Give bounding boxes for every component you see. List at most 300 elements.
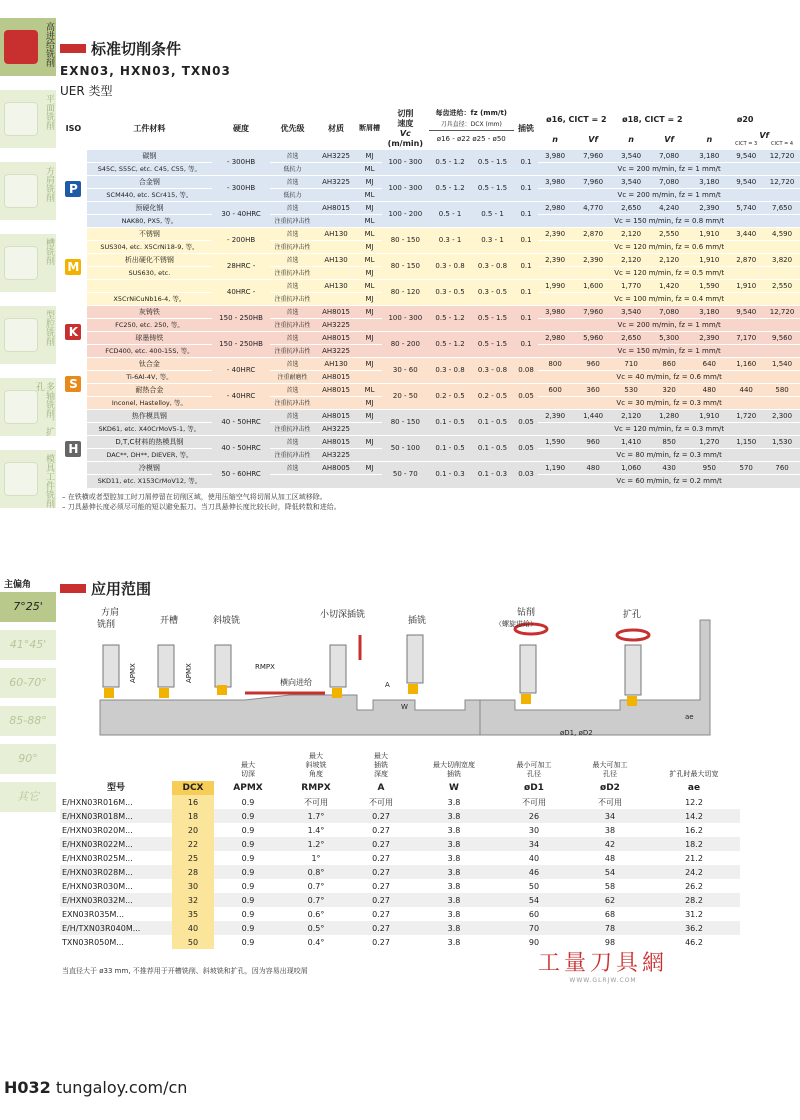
value-v4: 4,590	[764, 228, 800, 241]
table-cell: 0.9	[214, 809, 282, 823]
material-name: 析出硬化不锈钢	[87, 254, 212, 267]
material-name: 不锈钢	[87, 228, 212, 241]
value-n18: 1,770	[614, 280, 648, 293]
table-cell: 50	[528, 881, 540, 891]
table-cell: 不可用	[369, 797, 393, 807]
workpiece-right-shape	[480, 620, 710, 735]
feed-small: 0.5 - 1.2	[429, 150, 471, 176]
table-row	[60, 851, 740, 865]
app-c-d2: øD2	[600, 783, 620, 793]
value-n18: 530	[614, 384, 648, 397]
chipbreaker-2	[357, 345, 382, 358]
iso-badge: P	[65, 181, 81, 197]
table-cell: 0.8°	[282, 865, 350, 879]
table-cell: 0.27	[372, 853, 390, 863]
table-row	[60, 837, 740, 851]
label-ramp: 斜坡铣	[213, 616, 241, 626]
tool-shoulder-icon	[103, 645, 119, 687]
value-v3: 9,540	[728, 306, 764, 319]
grade-secondary: 低抗力	[270, 189, 315, 202]
cutting-speed: 80 - 120	[382, 280, 429, 306]
feed-large: 0.5 - 1.5	[471, 150, 513, 176]
grade-material: AH8015	[315, 332, 357, 345]
angle-item-2[interactable]: 60-70°	[0, 668, 56, 702]
app-h-dcx-blank	[172, 752, 214, 781]
label-bore: 扩孔	[623, 610, 642, 620]
plunge-feed: 0.1	[514, 228, 539, 254]
value-v3: 9,540	[728, 176, 764, 189]
feed-small: 0.2 - 0.5	[429, 384, 471, 410]
grade-material-2: AH3225	[315, 449, 357, 462]
value-n18: 3,540	[614, 150, 648, 163]
table-row	[60, 823, 740, 837]
iso-badge: K	[65, 324, 81, 340]
value-vf18: 860	[648, 358, 690, 371]
value-v3: 7,170	[728, 332, 764, 345]
value-v4: 9,560	[764, 332, 800, 345]
chipbreaker-2: MJ	[357, 241, 382, 254]
table-cell: 0.9	[214, 921, 282, 935]
model-cell: EXN03R035M...	[62, 909, 125, 919]
table-row	[60, 462, 800, 475]
value-n20: 1,590	[690, 280, 728, 293]
chipbreaker-2	[357, 449, 382, 462]
sidebar-item-1[interactable]	[0, 90, 56, 152]
value-n16: 3,980	[538, 176, 572, 189]
sidebar-item-2[interactable]	[0, 162, 56, 224]
footnote: 当直径大于 ø33 mm, 不推荐用于开槽铣削、斜坡铣和扩孔，因为容易出现咬屑	[62, 967, 308, 975]
table-cell: 18.2	[648, 837, 740, 851]
material-spec: SCM440, etc. SCr415, 等。	[87, 189, 212, 202]
n18-header: n	[628, 135, 634, 144]
model-cell: E/HXN03R028M...	[60, 865, 172, 879]
chipbreaker: MJ	[357, 358, 382, 371]
value-n20: 1,910	[690, 410, 728, 423]
chipbreaker: MJ	[357, 176, 382, 189]
app-c-w: W	[449, 783, 459, 793]
hardness: 40 - 50HRC	[212, 436, 270, 462]
value-n18: 2,120	[614, 254, 648, 267]
category-icon	[4, 174, 38, 208]
value-vf18: 850	[648, 436, 690, 449]
grade-header: 优先级	[280, 124, 305, 133]
material-name: 碳钢	[87, 150, 212, 163]
material-spec: NAK80, PX5, 等。	[87, 215, 212, 228]
value-n16: 2,980	[538, 202, 572, 215]
value-vf18: 4,240	[648, 202, 690, 215]
feed-large: 0.3 - 0.5	[471, 280, 513, 306]
model-cell: E/HXN03R025M...	[62, 853, 133, 863]
value-n20: 2,390	[690, 202, 728, 215]
feed-large: 0.1 - 0.5	[471, 436, 513, 462]
table-row	[60, 358, 800, 371]
label-w: W	[401, 703, 408, 711]
value-v3: 2,870	[728, 254, 764, 267]
hardness: - 300HB	[212, 150, 270, 176]
iso-badge: S	[65, 376, 81, 392]
table-cell: 58	[604, 881, 616, 891]
material-spec: S45C, S55C, etc. C45, C55, 等。	[87, 163, 212, 176]
grade-priority: 首选	[270, 410, 315, 423]
value-v3: 1,160	[728, 358, 764, 371]
sidebar-item-label: 模具工件铣削	[44, 454, 54, 508]
table-cell: 30	[528, 825, 540, 835]
sidebar-item-label: 型腔铣削	[44, 310, 54, 346]
app-h-apmx	[214, 752, 282, 781]
h-w-2: 插铣	[447, 770, 461, 778]
table-row	[60, 809, 740, 823]
tool-ramp-icon	[215, 645, 231, 687]
app-h-d1	[496, 752, 572, 781]
feed-large: 0.5 - 1.5	[471, 306, 513, 332]
sidebar-item-label: 多轴铣削、扩孔	[34, 382, 54, 436]
label-plunge: 插铣	[408, 616, 427, 626]
h-apmx-2: 切深	[241, 770, 255, 778]
grade-material: AH8005	[315, 462, 357, 475]
sidebar-item-0[interactable]	[0, 18, 56, 80]
plunge-feed: 0.03	[514, 462, 539, 488]
table-cell: 24.2	[648, 865, 740, 879]
value-v4: 12,720	[764, 176, 800, 189]
value-vf16: 360	[572, 384, 614, 397]
feed-large: 0.1 - 0.3	[471, 462, 513, 488]
value-vf18: 320	[648, 384, 690, 397]
sidebar-item-label: 平面铣削	[44, 94, 54, 130]
angle-item-1[interactable]: 41°45'	[0, 630, 56, 664]
category-icon	[4, 390, 38, 424]
value-vf18: 7,080	[648, 176, 690, 189]
table-cell: 34	[496, 837, 572, 851]
value-n20: 1,910	[690, 228, 728, 241]
value-vf16: 480	[572, 462, 614, 475]
table-cell: 1.4°	[307, 825, 325, 835]
tool-small-plunge-icon	[330, 645, 346, 687]
dcx-cell: 35	[172, 907, 214, 921]
material-spec: Inconel, Hastelloy, 等。	[87, 397, 212, 410]
table-cell: 1.2°	[282, 837, 350, 851]
chipbreaker: MJ	[357, 306, 382, 319]
grade-material-2	[315, 163, 357, 176]
cutting-speed: 50 - 70	[382, 462, 429, 488]
chipbreaker-2	[357, 475, 382, 488]
sidebar-item-label: 高进给铣削	[44, 22, 54, 67]
value-n18: 3,540	[614, 176, 648, 189]
value-n16: 1,990	[538, 280, 572, 293]
label-small-plunge: 小切深插铣	[320, 610, 366, 620]
table-cell: 3.8	[447, 825, 461, 835]
chipbreaker: ML	[357, 280, 382, 293]
value-n18: 2,650	[614, 202, 648, 215]
section-title-text: 标准切削条件	[91, 40, 182, 58]
cutting-speed: 80 - 150	[382, 254, 429, 280]
table-cell: 68	[604, 909, 616, 919]
g20-header: ø20	[736, 114, 754, 124]
hardness-header: 硬度	[233, 124, 250, 133]
angle-item-0[interactable]: 7°25'	[0, 592, 56, 626]
grade-material-2	[315, 293, 357, 306]
table-cell: 14.2	[648, 809, 740, 823]
table-cell: 3.8	[412, 809, 496, 823]
value-v4: 2,300	[764, 410, 800, 423]
cutting-speed: 80 - 200	[382, 332, 429, 358]
value-v3: 570	[728, 462, 764, 475]
table-cell: 0.9	[241, 881, 255, 891]
grade-priority: 首选	[270, 150, 315, 163]
table-cell: 98	[604, 937, 616, 947]
grade-material: AH130	[315, 228, 357, 241]
value-v4: 3,820	[764, 254, 800, 267]
watermark	[538, 946, 668, 984]
insert-icon	[332, 688, 342, 698]
table-cell: 3.8	[447, 881, 461, 891]
h-a-2: 插铣	[374, 761, 388, 769]
grade-priority: 首选	[270, 228, 315, 241]
table-row	[60, 228, 800, 241]
vc-h1: 切削	[397, 108, 414, 118]
chipbreaker-2	[357, 423, 382, 436]
table-row	[60, 384, 800, 397]
value-n16: 1,590	[538, 436, 572, 449]
table-cell: 38	[604, 825, 616, 835]
table-cell: 3.8	[412, 893, 496, 907]
vc-h2: 速度	[397, 118, 414, 128]
value-vf16: 2,390	[572, 254, 614, 267]
value-n18: 2,650	[614, 332, 648, 345]
table-cell: 0.27	[350, 809, 412, 823]
page-footer	[4, 1078, 187, 1097]
sidebar-item-4[interactable]	[0, 306, 56, 368]
section-title-text: 应用范围	[91, 580, 152, 598]
label-traverse: 横向进给	[280, 678, 312, 687]
label-ae: ae	[685, 713, 694, 721]
value-v3: 1,720	[728, 410, 764, 423]
sidebar-item-6[interactable]	[0, 450, 56, 512]
feed-large: 0.3 - 0.8	[471, 358, 513, 384]
section-title-application	[60, 578, 151, 599]
sidebar-item-label: 方肩铣削	[44, 166, 54, 202]
cutting-speed: 80 - 150	[382, 228, 429, 254]
category-icon	[4, 318, 38, 352]
cond-body	[60, 150, 800, 488]
feed-small: 0.5 - 1	[429, 202, 471, 228]
grade-material: AH8015	[315, 202, 357, 215]
chipbreaker: ML	[357, 254, 382, 267]
grade-secondary: 注重抗冲击性	[270, 215, 315, 228]
h-d1-1: 最小可加工	[516, 761, 552, 769]
grade-material-2: AH8015	[315, 371, 357, 384]
ranges-header: ø16 - ø22 ø25 - ø50	[436, 135, 506, 144]
iso-cell	[60, 228, 87, 306]
value-n16: 2,390	[538, 228, 572, 241]
grade-mat-header: 材质	[328, 124, 345, 133]
watermark-title: 工量刀具網	[538, 951, 669, 976]
cutting-speed: 20 - 50	[382, 384, 429, 410]
value-n16: 600	[538, 384, 572, 397]
app-h-rmpx	[282, 752, 350, 781]
value-n20: 3,180	[690, 176, 728, 189]
value-n16: 2,390	[538, 410, 572, 423]
iso-cell	[60, 150, 87, 228]
table-cell: 3.8	[412, 865, 496, 879]
feed-large: 0.1 - 0.5	[471, 410, 513, 436]
table-cell: 0.5°	[282, 921, 350, 935]
value-v4: 1,540	[764, 358, 800, 371]
grade-material-2: AH3225	[315, 423, 357, 436]
value-n20: 1,910	[690, 254, 728, 267]
insert-icon	[521, 694, 531, 704]
angle-item-4[interactable]: 90°	[0, 744, 56, 778]
material-header: 工件材料	[133, 124, 166, 133]
h-rmpx-3: 角度	[309, 770, 323, 778]
material-name: 球墨铸铁	[87, 332, 212, 345]
table-row	[60, 332, 800, 345]
value-v4: 7,650	[764, 202, 800, 215]
hardness: 150 - 250HB	[212, 332, 270, 358]
value-vf16: 4,770	[572, 202, 614, 215]
value-vf18: 2,550	[648, 228, 690, 241]
table-cell: 0.6°	[307, 909, 325, 919]
value-v3: 5,740	[728, 202, 764, 215]
cutting-speed: 30 - 60	[382, 358, 429, 384]
vf18-header: Vf	[664, 135, 674, 144]
material-spec: Ti-6Al-4V, 等。	[87, 371, 212, 384]
grade-material: AH130	[315, 280, 357, 293]
table-cell: 60	[528, 909, 540, 919]
material-spec: FCD400, etc. 400-15S, 等。	[87, 345, 212, 358]
angle-item-3[interactable]: 85-88°	[0, 706, 56, 740]
watermark-url: WWW.GLRJW.COM	[569, 977, 637, 984]
value-n20: 640	[690, 358, 728, 371]
table-cell: 0.9	[241, 797, 255, 807]
table-row	[60, 306, 800, 319]
feed-small: 0.3 - 0.8	[429, 358, 471, 384]
dcx-cell: 16	[172, 795, 214, 809]
dcx-cell: 25	[172, 851, 214, 865]
grade-material: AH3225	[315, 176, 357, 189]
grade-material-2	[315, 241, 357, 254]
value-v3: 1,150	[728, 436, 764, 449]
value-vf18: 1,280	[648, 410, 690, 423]
table-cell: 0.9	[214, 893, 282, 907]
insert-icon	[104, 688, 114, 698]
cutting-speed: 100 - 200	[382, 202, 429, 228]
dcx-cell: 18	[172, 809, 214, 823]
value-vf16: 2,870	[572, 228, 614, 241]
feed-small: 0.5 - 1.2	[429, 306, 471, 332]
n16-header: n	[552, 135, 558, 144]
vf20-header: Vf	[759, 130, 769, 140]
calc-note: Vc = 40 m/min, fz = 0.6 mm/t	[538, 371, 800, 384]
sidebar-item-5[interactable]	[0, 378, 56, 440]
feed-small: 0.5 - 1.2	[429, 176, 471, 202]
table-cell: 70	[496, 921, 572, 935]
table-cell: 90	[528, 937, 540, 947]
angle-item-5[interactable]: 其它	[0, 782, 56, 816]
table-cell: 48	[604, 853, 616, 863]
feed-small: 0.5 - 1.2	[429, 332, 471, 358]
iso-badge: M	[65, 259, 81, 275]
table-cell: 28.2	[648, 893, 740, 907]
page-number: H032	[4, 1078, 51, 1097]
dcx-header: 刀具直径：DCX (mm)	[429, 119, 514, 130]
hardness: 40 - 50HRC	[212, 410, 270, 436]
label-apmx: APMX	[129, 663, 137, 683]
grade-secondary: 注重抗冲击性	[270, 423, 315, 436]
dcx-cell: 28	[172, 865, 214, 879]
label-shoulder: 方肩	[101, 608, 120, 618]
g16-header: ø16, CICT = 2	[546, 114, 607, 124]
grade-material-2	[315, 397, 357, 410]
value-n16: 3,980	[538, 306, 572, 319]
chipbreaker: MJ	[357, 410, 382, 423]
table-row	[60, 865, 740, 879]
category-icon	[4, 246, 38, 280]
material-name: 预硬化钢	[87, 202, 212, 215]
grade-secondary: 注重抗冲击性	[270, 319, 315, 332]
grade-priority: 首选	[270, 436, 315, 449]
material-spec: SUS304, etc. X5CrNi18-9, 等。	[87, 241, 212, 254]
note-1: – 在铁横或者型腔加工时刀屑停留在切削区域，使用压缩空气将切屑从加工区域移除。	[62, 493, 327, 501]
calc-note: Vc = 80 m/min, fz = 0.3 mm/t	[538, 449, 800, 462]
table-cell: 0.9	[241, 937, 255, 947]
material-name: 钛合金	[87, 358, 212, 371]
grade-secondary	[270, 475, 315, 488]
h-d2-1: 最大可加工	[592, 761, 628, 769]
application-diagram	[95, 605, 720, 745]
grade-material-2	[315, 475, 357, 488]
table-row	[60, 879, 740, 893]
h-rmpx-2: 斜坡铣	[305, 761, 327, 769]
app-h-model: 型号	[106, 783, 125, 793]
app-h-a	[350, 752, 412, 781]
value-n20: 3,180	[690, 306, 728, 319]
hardness: 50 - 60HRC	[212, 462, 270, 488]
value-v4: 12,720	[764, 150, 800, 163]
chipbreaker-2: ML	[357, 215, 382, 228]
table-cell: 42	[572, 837, 648, 851]
material-name: 合金钢	[87, 176, 212, 189]
table-cell: 0.27	[350, 837, 412, 851]
material-name	[87, 280, 212, 293]
title-bar-icon	[60, 584, 86, 593]
table-row	[60, 436, 800, 449]
grade-material-2	[315, 267, 357, 280]
hardness: 30 - 40HRC	[212, 202, 270, 228]
value-vf16: 960	[572, 358, 614, 371]
table-cell: 46	[496, 865, 572, 879]
chipbreaker: MJ	[357, 202, 382, 215]
value-vf18: 430	[648, 462, 690, 475]
feed-small: 0.1 - 0.5	[429, 410, 471, 436]
table-cell: 0.27	[372, 825, 390, 835]
label-rmpx: RMPX	[255, 663, 275, 671]
value-vf16: 1,440	[572, 410, 614, 423]
table-cell: 31.2	[685, 909, 703, 919]
grade-secondary: 注重耐磨性	[270, 371, 315, 384]
plunge-header: 插铣	[518, 124, 535, 133]
app-c-d1: øD1	[524, 783, 544, 793]
table-row	[60, 150, 800, 163]
plunge-feed: 0.1	[514, 176, 539, 202]
calc-note: Vc = 100 m/min, fz = 0.4 mm/t	[538, 293, 800, 306]
insert-icon	[408, 684, 418, 694]
model-cell: E/HXN03R030M...	[62, 881, 133, 891]
h-w-1: 最大切削宽度	[433, 761, 475, 769]
chipbreaker-2	[357, 319, 382, 332]
table-cell: 12.2	[685, 797, 703, 807]
application-table	[60, 752, 740, 949]
sidebar-item-3[interactable]	[0, 234, 56, 296]
